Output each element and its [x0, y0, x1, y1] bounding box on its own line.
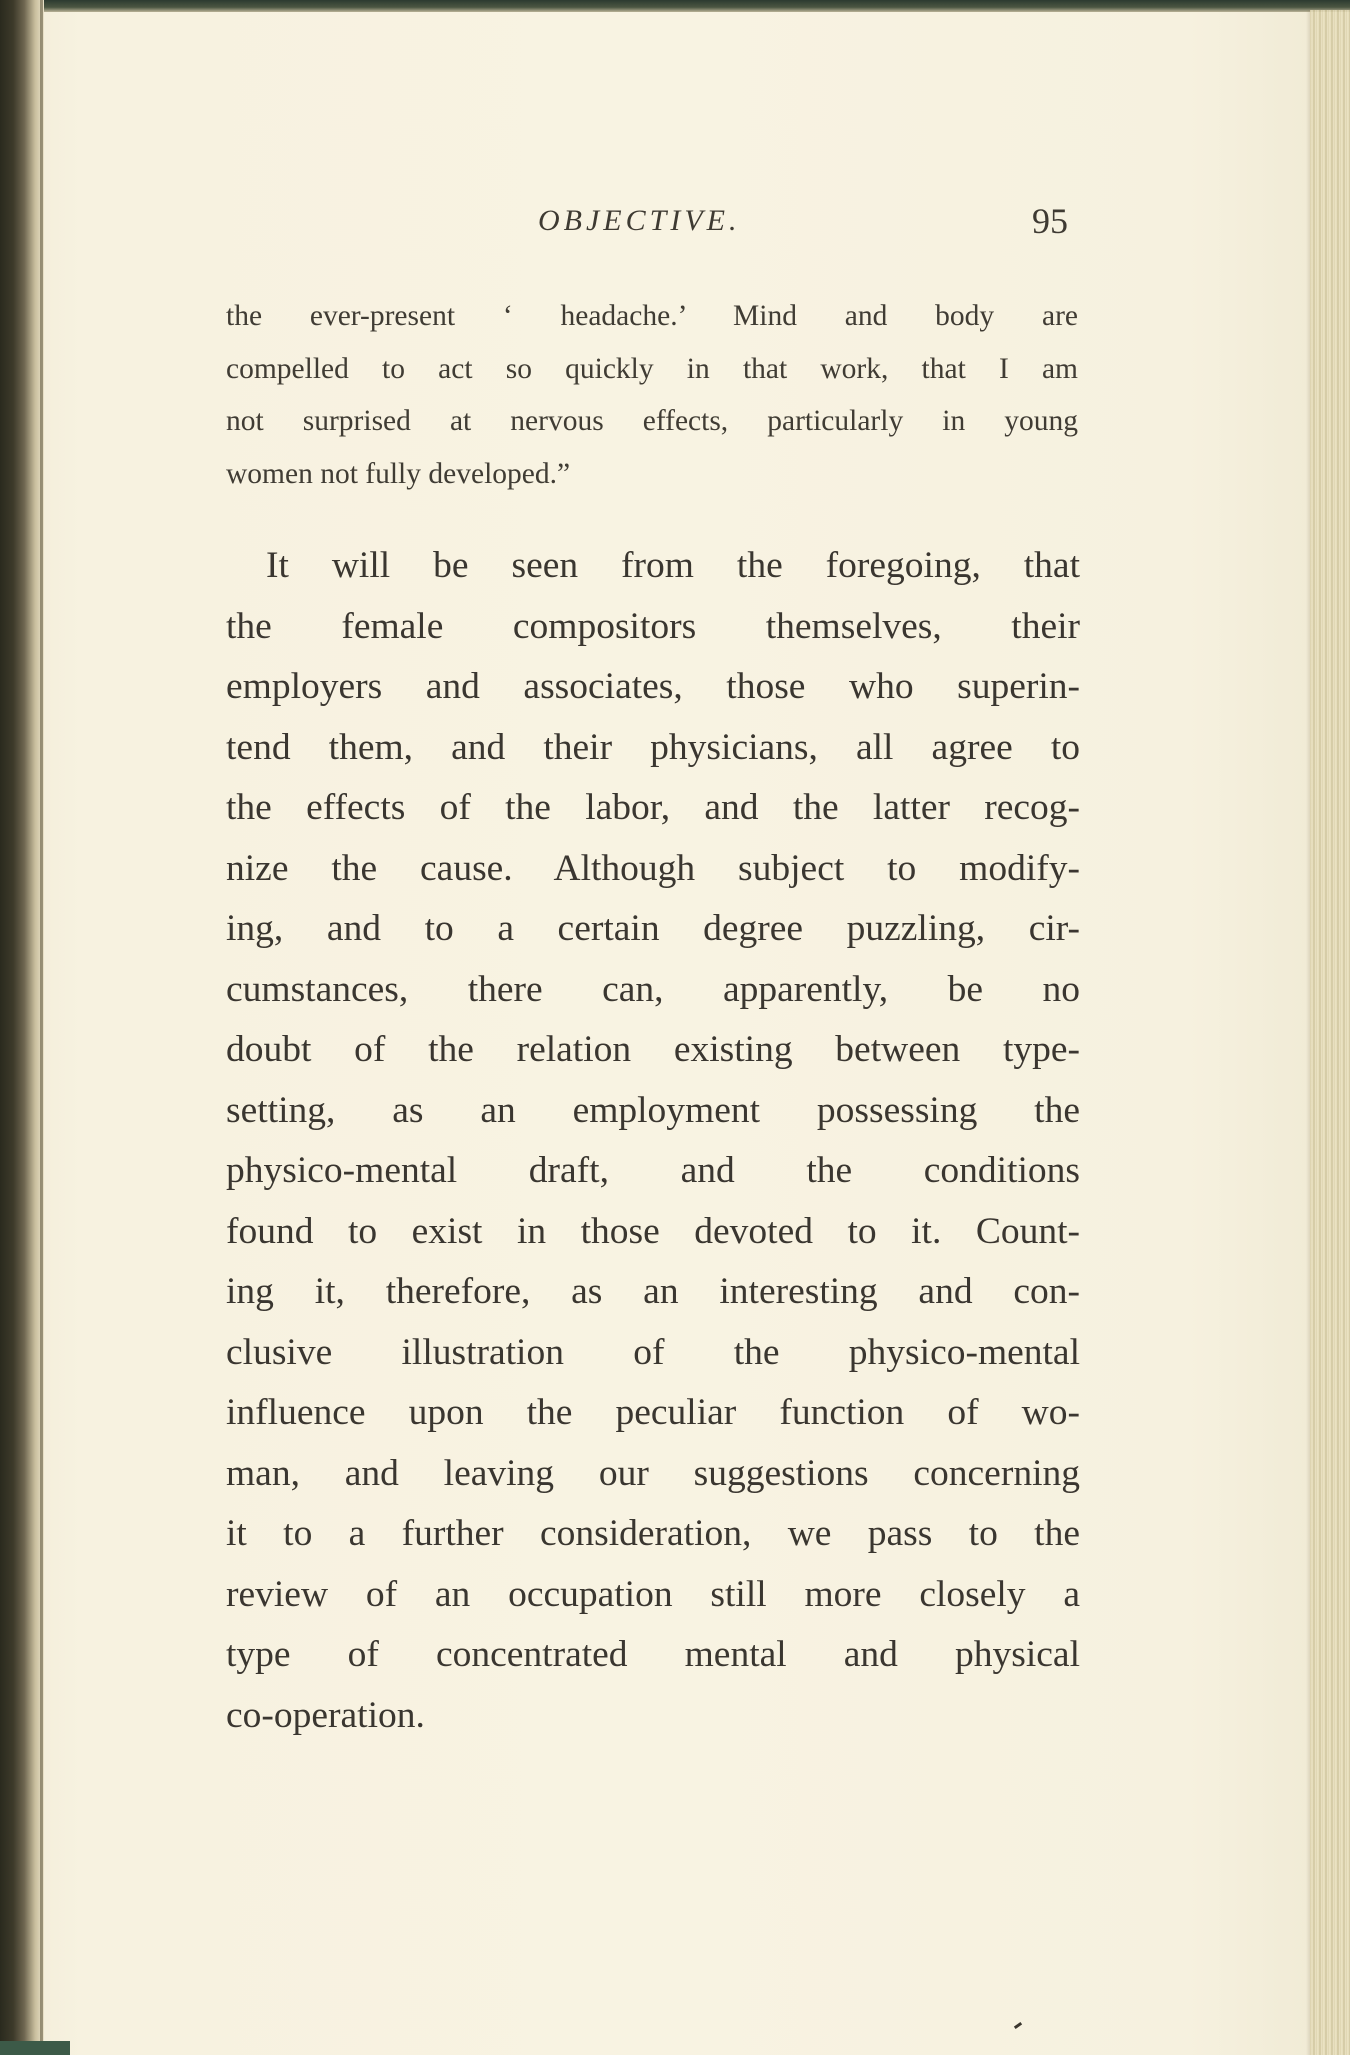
body-line: ing it, therefore, as an interesting and con-: [226, 1271, 1080, 1312]
body-line: nize the cause. Although subject to modify-: [226, 847, 1080, 889]
body-line: co-operation.: [226, 1694, 425, 1736]
stray-ink-mark: [1014, 2022, 1022, 2029]
body-line: employers and associates, those who superin-: [226, 666, 1080, 707]
body-line: tend them, and their physicians, all agree to: [226, 726, 1080, 768]
body-line: the effects of the labor, and the latter recog-: [226, 787, 1080, 828]
body-line: man, and leaving our suggestions concerning: [226, 1452, 1080, 1494]
body-line: cumstances, there can, apparently, be no: [226, 968, 1080, 1010]
quote-line: the ever-present ‘ headache.’ Mind and body are: [226, 300, 1078, 332]
body-line: influence upon the peculiar function of wo-: [226, 1392, 1080, 1433]
body-line: the female compositors themselves, their: [226, 605, 1080, 647]
body-paragraph: [226, 536, 1080, 1746]
body-line: It will be seen from the foregoing, that: [266, 545, 1080, 586]
body-line: setting, as an employment possessing the: [226, 1089, 1080, 1131]
body-line: found to exist in those devoted to it. Count-: [226, 1210, 1080, 1252]
spine-crease: [40, 0, 43, 2055]
body-line: clusive illustration of the physico-mental: [226, 1331, 1080, 1373]
body-line: doubt of the relation existing between type-: [226, 1029, 1080, 1070]
page-header: [228, 201, 1078, 252]
page-edges: [1310, 10, 1350, 2055]
body-line: physico-mental draft, and the conditions: [226, 1150, 1080, 1191]
body-line: type of concentrated mental and physical: [226, 1634, 1080, 1675]
binding-spine: [0, 0, 44, 2055]
page-number: 95: [1032, 201, 1068, 241]
corner-mark: [0, 2041, 70, 2055]
running-head: OBJECTIVE.: [538, 204, 741, 237]
body-line: it to a further consideration, we pass to the: [226, 1513, 1080, 1554]
quote-paragraph: [226, 290, 1078, 500]
top-edge-band: [0, 0, 1350, 12]
quote-line: women not fully developed.”: [226, 457, 571, 490]
quote-line: not surprised at nervous effects, particularly in young: [226, 405, 1078, 437]
body-line: ing, and to a certain degree puzzling, cir-: [226, 908, 1080, 949]
body-line: review of an occupation still more closely a: [226, 1573, 1080, 1615]
quote-line: compelled to act so quickly in that work, that I am: [226, 352, 1078, 385]
